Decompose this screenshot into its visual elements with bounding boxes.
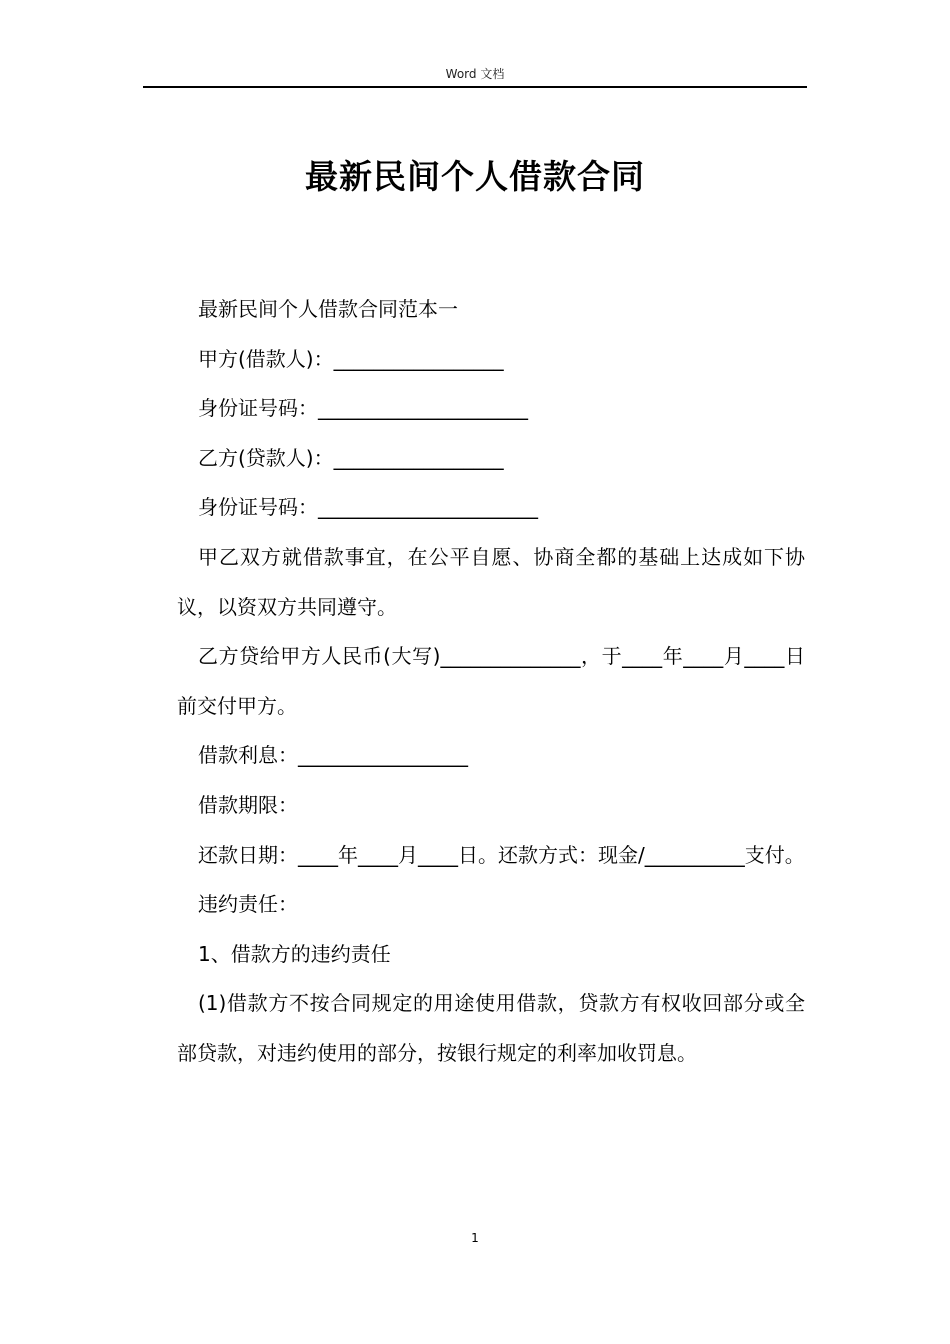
paragraph-party-b: 乙方(贷款人)：_________________ bbox=[198, 445, 504, 470]
paragraph-template-heading: 最新民间个人借款合同范本一 bbox=[198, 297, 458, 321]
document-title: 最新民间个人借款合同 bbox=[305, 157, 645, 196]
page-number: 1 bbox=[471, 1231, 479, 1245]
paragraph-interest: 借款利息：_________________ bbox=[198, 743, 468, 768]
paragraph-borrower-breach: 1、借款方的违约责任 bbox=[198, 941, 391, 966]
document-body bbox=[177, 285, 805, 1079]
paragraph-agreement-intro: 甲乙双方就借款事宜，在公平自愿、协商全都的基础上达成如下协议，以资双方共同遵守。 bbox=[177, 544, 805, 619]
paragraph-repayment: 还款日期：____年____月____日。还款方式：现金/__________支付。 bbox=[198, 842, 805, 867]
paragraph-party-a-id: 身份证号码：_____________________ bbox=[198, 396, 528, 421]
paragraph-party-b-id: 身份证号码：______________________ bbox=[198, 495, 538, 520]
paragraph-loan-amount: 乙方贷给甲方人民币(大写)______________，于____年____月____日前交付甲方。 bbox=[177, 644, 805, 718]
paragraph-breach-heading: 违约责任： bbox=[198, 892, 298, 917]
page-header bbox=[143, 0, 807, 88]
header-text: Word 文档 bbox=[445, 67, 505, 81]
paragraph-party-a: 甲方(借款人)：_________________ bbox=[198, 346, 504, 371]
paragraph-breach-clause-1: (1)借款方不按合同规定的用途使用借款，贷款方有权收回部分或全部贷款，对违约使用的部分，按银行规定的利率加收罚息。 bbox=[177, 991, 805, 1065]
paragraph-term: 借款期限： bbox=[198, 792, 298, 817]
